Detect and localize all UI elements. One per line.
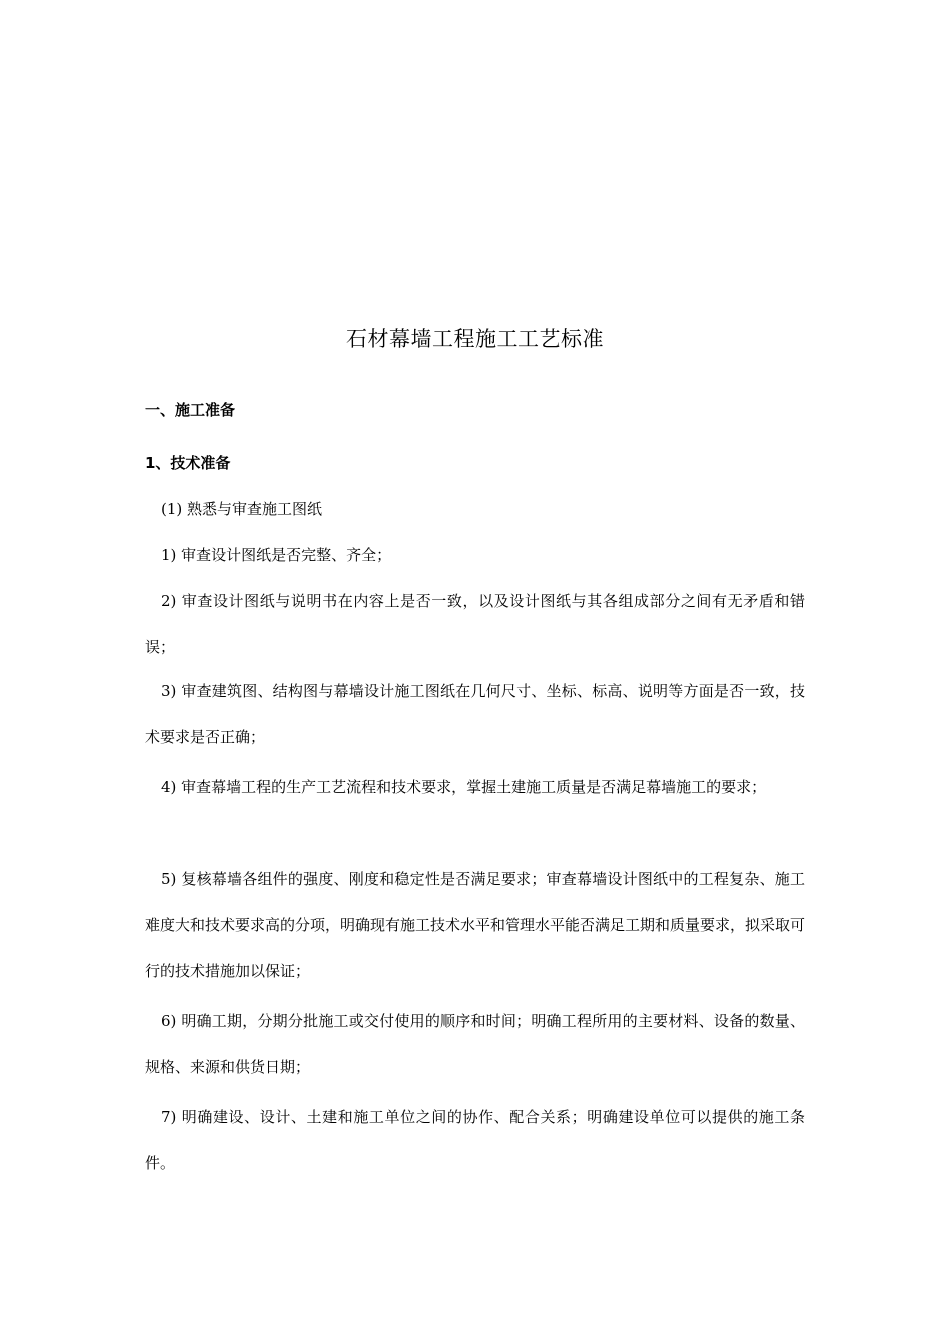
document-title: 石材幕墙工程施工工艺标准 bbox=[346, 327, 604, 351]
section-heading: 一、施工准备 bbox=[145, 401, 236, 419]
paragraph-review-drawings: (1) 熟悉与审查施工图纸 bbox=[161, 500, 323, 518]
paragraph-item-3: 3) 审查建筑图、结构图与幕墙设计施工图纸在几何尺寸、坐标、标高、说明等方面是否一致，技术要求是否正确； bbox=[145, 682, 805, 746]
paragraph-item-5: 5) 复核幕墙各组件的强度、刚度和稳定性是否满足要求；审查幕墙设计图纸中的工程复杂、施工难度大和技术要求高的分项，明确现有施工技术水平和管理水平能否满足工期和质量要求，拟采取可行的技术措施加以保证； bbox=[145, 870, 806, 980]
paragraph-item-6: 6) 明确工期，分期分批施工或交付使用的顺序和时间；明确工程所用的主要材料、设备的数量、规格、来源和供货日期； bbox=[145, 1012, 805, 1076]
paragraph-item-7: 7) 明确建设、设计、土建和施工单位之间的协作、配合关系；明确建设单位可以提供的施工条件。 bbox=[145, 1108, 805, 1172]
paragraph-item-2: 2) 审查设计图纸与说明书在内容上是否一致，以及设计图纸与其各组成部分之间有无矛盾和错误； bbox=[145, 592, 805, 656]
paragraph-item-4: 4) 审查幕墙工程的生产工艺流程和技术要求，掌握土建施工质量是否满足幕墙施工的要求； bbox=[161, 778, 767, 796]
paragraph-item-1: 1) 审查设计图纸是否完整、齐全； bbox=[161, 546, 392, 564]
subsection-heading: 1、技术准备 bbox=[145, 454, 231, 472]
